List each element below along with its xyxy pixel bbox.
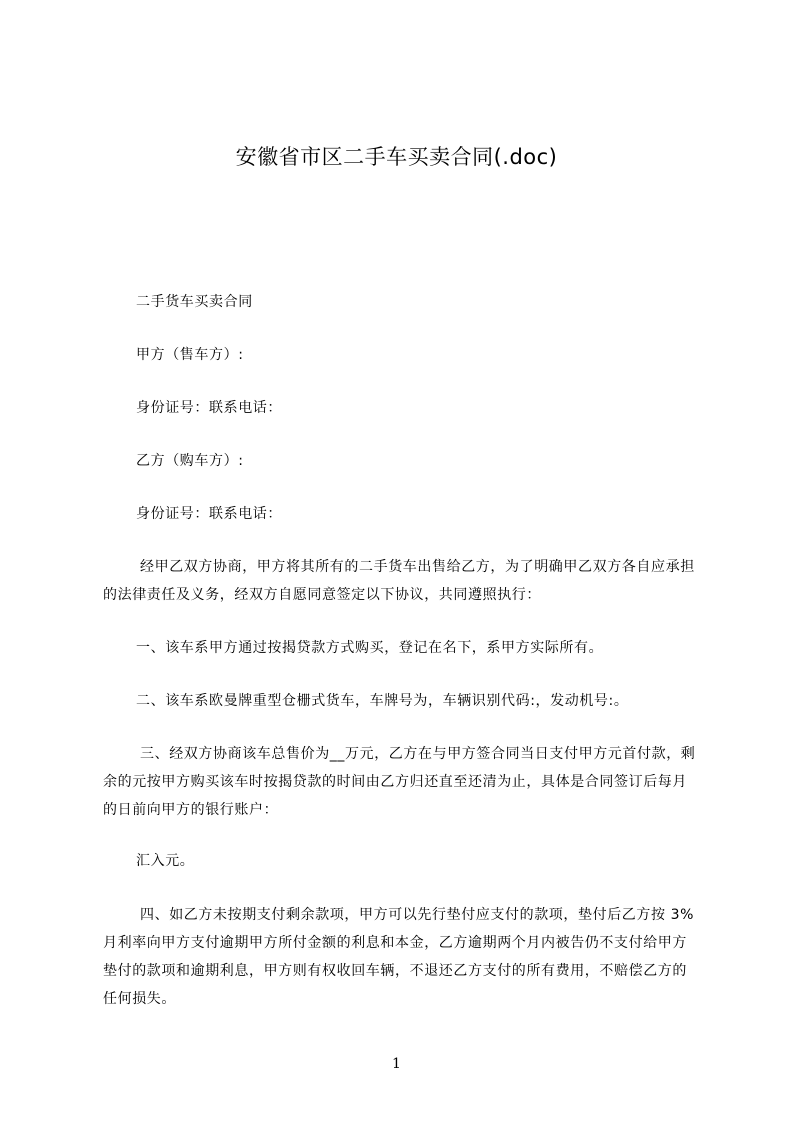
clause-three-continued: 汇入元。	[136, 853, 195, 869]
clause-two: 二、该车系欧曼牌重型仓栅式货车，车牌号为，车辆识别代码:，发动机号:。	[136, 693, 629, 709]
party-b-label: 乙方（购车方）:	[136, 453, 244, 469]
party-a-label: 甲方（售车方）:	[136, 347, 244, 363]
clause-four: 四、如乙方未按期支付剩余款项，甲方可以先行垫付应支付的款项，垫付后乙方按 3%月利率向甲方支付逾期甲方所付金额的利息和本金，乙方逾期两个月内被告仍不支付给甲方垫付的款项和逾期利息，甲方则有权收回车辆，不退还乙方支付的所有费用，不赔偿乙方的任何损失。	[103, 907, 695, 1007]
clause-one: 一、该车系甲方通过按揭贷款方式购买，登记在名下，系甲方实际所有。	[136, 640, 604, 656]
clause-three: 三、经双方协商该车总售价为__万元，乙方在与甲方签合同当日支付甲方元首付款，剩余的元按甲方购买该车时按揭贷款的时间由乙方归还直至还清为止，具体是合同签订后每月的日前向甲方的银行账户：	[103, 746, 696, 818]
party-a-id-phone: 身份证号：联系电话：	[136, 400, 282, 416]
document-title: 安徽省市区二手车买卖合同(.doc)	[235, 145, 558, 169]
contract-heading: 二手货车买卖合同	[136, 294, 253, 310]
party-b-id-phone: 身份证号：联系电话：	[136, 506, 282, 522]
preamble-paragraph: 经甲乙双方协商，甲方将其所有的二手货车出售给乙方，为了明确甲乙双方各自应承担的法律责任及义务，经双方自愿同意签定以下协议，共同遵照执行：	[103, 559, 695, 603]
page-number: 1	[392, 1056, 401, 1072]
